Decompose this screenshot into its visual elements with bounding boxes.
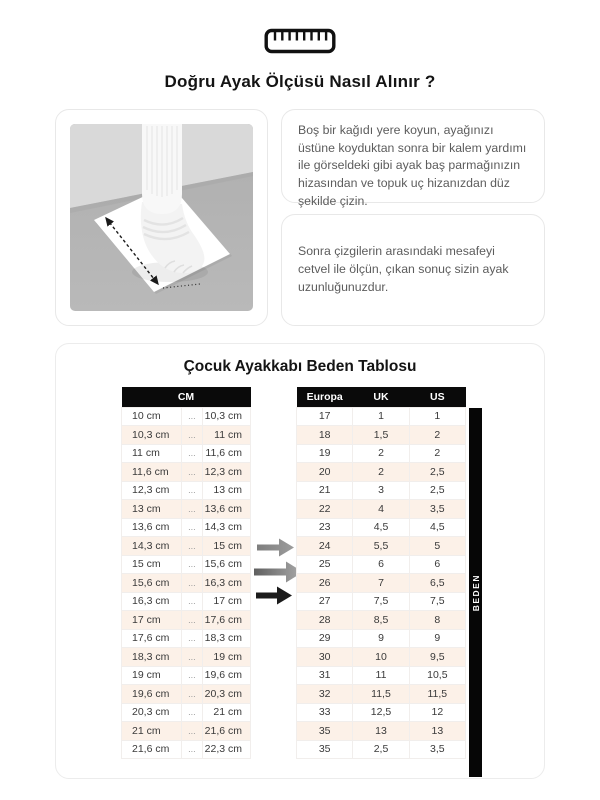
cm-max-cell: 11,6 cm (203, 444, 251, 463)
cm-min-cell: 19 cm (122, 666, 182, 685)
uk-cell: 5,5 (353, 537, 409, 556)
size-table-row (297, 500, 466, 519)
europa-cell: 32 (297, 685, 353, 704)
us-cell: 2,5 (409, 481, 465, 500)
cm-table-header-row (122, 387, 251, 407)
cm-min-cell: 15,6 cm (122, 574, 182, 593)
size-table-row (297, 537, 466, 556)
cm-min-cell: 13 cm (122, 500, 182, 519)
cm-separator-cell: ... (181, 592, 203, 611)
cm-min-cell: 17 cm (122, 611, 182, 630)
us-cell: 9,5 (409, 648, 465, 667)
europa-cell: 29 (297, 629, 353, 648)
size-table-row (297, 740, 466, 759)
europa-cell: 28 (297, 611, 353, 630)
europa-cell: 19 (297, 444, 353, 463)
uk-cell: 4,5 (353, 518, 409, 537)
size-table-row (297, 703, 466, 722)
cm-min-cell: 14,3 cm (122, 537, 182, 556)
size-table-row (297, 518, 466, 537)
cm-table-row (122, 629, 251, 648)
cm-table-row (122, 426, 251, 445)
uk-cell: 4 (353, 500, 409, 519)
cm-min-cell: 21 cm (122, 722, 182, 741)
size-table-row (297, 685, 466, 704)
us-cell: 2,5 (409, 463, 465, 482)
cm-separator-cell: ... (181, 555, 203, 574)
cm-max-cell: 21,6 cm (203, 722, 251, 741)
cm-table-row (122, 555, 251, 574)
cm-table-row (122, 537, 251, 556)
cm-separator-cell: ... (181, 722, 203, 741)
uk-cell: 11 (353, 666, 409, 685)
us-cell: 1 (409, 407, 465, 426)
europa-cell: 30 (297, 648, 353, 667)
cm-min-cell: 19,6 cm (122, 685, 182, 704)
cm-min-cell: 16,3 cm (122, 592, 182, 611)
europa-cell: 20 (297, 463, 353, 482)
cm-max-cell: 15 cm (203, 537, 251, 556)
cm-table-row (122, 407, 251, 426)
europa-cell: 35 (297, 740, 353, 759)
size-table-row (297, 611, 466, 630)
us-cell: 2 (409, 426, 465, 445)
cm-min-cell: 12,3 cm (122, 481, 182, 500)
cm-table-row (122, 574, 251, 593)
us-cell: 3,5 (409, 500, 465, 519)
cm-separator-cell: ... (181, 574, 203, 593)
cm-table-row (122, 703, 251, 722)
size-table-row (297, 444, 466, 463)
cm-min-cell: 21,6 cm (122, 740, 182, 759)
uk-cell: 10 (353, 648, 409, 667)
us-cell: 13 (409, 722, 465, 741)
uk-cell: 2,5 (353, 740, 409, 759)
cm-separator-cell: ... (181, 537, 203, 556)
header-europa: Europa (297, 387, 353, 407)
instructions-section (55, 109, 545, 326)
size-table-row (297, 463, 466, 482)
europa-cell: 22 (297, 500, 353, 519)
cm-separator-cell: ... (181, 500, 203, 519)
uk-cell: 1,5 (353, 426, 409, 445)
cm-table-row (122, 611, 251, 630)
beden-label: BEDEN (470, 573, 481, 612)
cm-max-cell: 18,3 cm (203, 629, 251, 648)
cm-min-cell: 13,6 cm (122, 518, 182, 537)
cm-table-row (122, 740, 251, 759)
cm-max-cell: 11 cm (203, 426, 251, 445)
cm-max-cell: 13,6 cm (203, 500, 251, 519)
cm-min-cell: 10,3 cm (122, 426, 182, 445)
cm-max-cell: 12,3 cm (203, 463, 251, 482)
us-cell: 5 (409, 537, 465, 556)
instruction-card-1 (281, 109, 545, 208)
instruction-card-2 (281, 214, 545, 326)
europa-cell: 21 (297, 481, 353, 500)
cm-max-cell: 15,6 cm (203, 555, 251, 574)
size-table-row (297, 722, 466, 741)
uk-cell: 9 (353, 629, 409, 648)
europa-cell: 26 (297, 574, 353, 593)
us-cell: 3,5 (409, 740, 465, 759)
uk-cell: 2 (353, 444, 409, 463)
cm-separator-cell: ... (181, 611, 203, 630)
us-cell: 11,5 (409, 685, 465, 704)
uk-cell: 7,5 (353, 592, 409, 611)
europa-cell: 18 (297, 426, 353, 445)
header-uk: UK (353, 387, 409, 407)
size-table-row (297, 629, 466, 648)
cm-separator-cell: ... (181, 629, 203, 648)
cm-table-row (122, 500, 251, 519)
header-us: US (409, 387, 465, 407)
cm-separator-cell: ... (181, 407, 203, 426)
us-cell: 2 (409, 444, 465, 463)
cm-min-cell: 20,3 cm (122, 703, 182, 722)
cm-table-row (122, 592, 251, 611)
cm-separator-cell: ... (181, 444, 203, 463)
cm-separator-cell: ... (181, 518, 203, 537)
cm-separator-cell: ... (181, 426, 203, 445)
us-cell: 4,5 (409, 518, 465, 537)
uk-cell: 2 (353, 463, 409, 482)
uk-cell: 11,5 (353, 685, 409, 704)
us-cell: 6 (409, 555, 465, 574)
cm-table-row (122, 722, 251, 741)
europa-cell: 35 (297, 722, 353, 741)
cm-separator-cell: ... (181, 481, 203, 500)
cm-max-cell: 22,3 cm (203, 740, 251, 759)
eu-uk-us-table (296, 387, 466, 759)
size-table-row (297, 648, 466, 667)
size-table-row (297, 574, 466, 593)
cm-table (121, 387, 251, 759)
cm-min-cell: 10 cm (122, 407, 182, 426)
uk-cell: 8,5 (353, 611, 409, 630)
size-table-header-row (297, 387, 466, 407)
size-table-row (297, 555, 466, 574)
cm-max-cell: 14,3 cm (203, 518, 251, 537)
instruction-step-1: Boş bir kağıdı yere koyun, ayağınızı üstüne koyduktan sonra bir kalem yardımı ile görseldeki gibi ayak baş parmağınızın hizasından ve topuk uç hizanızdan düz şekilde çizin. (298, 123, 527, 208)
uk-cell: 7 (353, 574, 409, 593)
europa-cell: 31 (297, 666, 353, 685)
cm-max-cell: 20,3 cm (203, 685, 251, 704)
cm-min-cell: 15 cm (122, 555, 182, 574)
size-section-title: Çocuk Ayakkabı Beden Tablosu (183, 358, 417, 375)
us-cell: 10,5 (409, 666, 465, 685)
cm-max-cell: 10,3 cm (203, 407, 251, 426)
cm-min-cell: 11,6 cm (122, 463, 182, 482)
ruler-icon-wrap (0, 0, 600, 55)
cm-separator-cell: ... (181, 648, 203, 667)
us-cell: 9 (409, 629, 465, 648)
uk-cell: 1 (353, 407, 409, 426)
cm-max-cell: 21 cm (203, 703, 251, 722)
foot-measure-photo (70, 124, 253, 311)
cm-table-row (122, 685, 251, 704)
cm-separator-cell: ... (181, 666, 203, 685)
cm-min-cell: 11 cm (122, 444, 182, 463)
cm-separator-cell: ... (181, 703, 203, 722)
cm-table-row (122, 518, 251, 537)
cm-max-cell: 17,6 cm (203, 611, 251, 630)
cm-separator-cell: ... (181, 463, 203, 482)
instruction-cards (281, 109, 545, 326)
size-table-card (55, 343, 545, 779)
cm-table-row (122, 444, 251, 463)
europa-cell: 27 (297, 592, 353, 611)
cm-separator-cell: ... (181, 740, 203, 759)
ruler-icon (264, 27, 336, 55)
us-cell: 8 (409, 611, 465, 630)
uk-cell: 13 (353, 722, 409, 741)
europa-cell: 24 (297, 537, 353, 556)
cm-max-cell: 16,3 cm (203, 574, 251, 593)
size-table-row (297, 592, 466, 611)
cm-table-row (122, 463, 251, 482)
europa-cell: 23 (297, 518, 353, 537)
cm-max-cell: 13 cm (203, 481, 251, 500)
size-table-row (297, 426, 466, 445)
uk-cell: 3 (353, 481, 409, 500)
foot-measure-image-card (55, 109, 268, 326)
uk-cell: 6 (353, 555, 409, 574)
cm-table-row (122, 648, 251, 667)
size-table-row (297, 481, 466, 500)
uk-cell: 12,5 (353, 703, 409, 722)
us-cell: 7,5 (409, 592, 465, 611)
size-table-row (297, 666, 466, 685)
us-cell: 12 (409, 703, 465, 722)
size-table-row (297, 407, 466, 426)
cm-separator-cell: ... (181, 685, 203, 704)
cm-max-cell: 19,6 cm (203, 666, 251, 685)
europa-cell: 33 (297, 703, 353, 722)
cm-max-cell: 19 cm (203, 648, 251, 667)
cm-min-cell: 17,6 cm (122, 629, 182, 648)
cm-table-row (122, 481, 251, 500)
cm-min-cell: 18,3 cm (122, 648, 182, 667)
cm-max-cell: 17 cm (203, 592, 251, 611)
cm-table-header: CM (122, 387, 251, 407)
page-title: Doğru Ayak Ölçüsü Nasıl Alınır ? (164, 72, 436, 91)
instruction-step-2: Sonra çizgilerin arasındaki mesafeyi cetvel ile ölçün, çıkan sonuç sizin ayak uzunluğunuzdur. (298, 244, 509, 294)
us-cell: 6,5 (409, 574, 465, 593)
europa-cell: 17 (297, 407, 353, 426)
beden-vertical-bar (469, 408, 482, 777)
cm-table-row (122, 666, 251, 685)
europa-cell: 25 (297, 555, 353, 574)
